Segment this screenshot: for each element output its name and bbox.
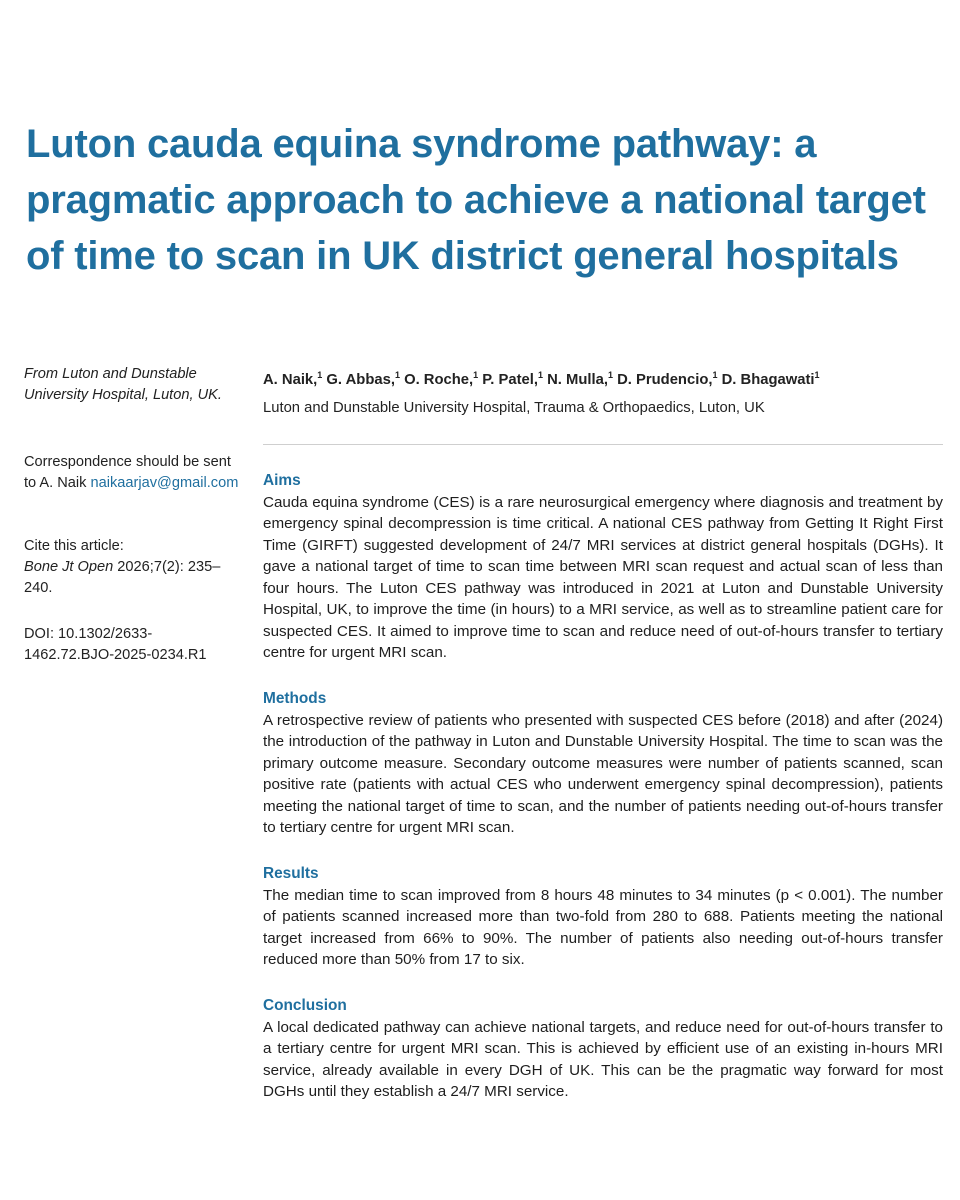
conclusion-heading: Conclusion [263,996,347,1014]
author-list [263,364,943,391]
author-name: O. Roche, [404,371,474,388]
conclusion-section [263,995,943,1103]
results-text: The median time to scan improved from 8 hours 48 minutes to 34 minutes (p < 0.001). The number of patients scanned increased more than two-fold from 280 to 688. Patients meeting the national target increased from 66% to 90%. The number of patients also needing out-of-hours transfer reduced more than 50% from 17 to six. [263,886,943,969]
aims-section [263,470,943,664]
article-title: Luton cauda equina syndrome pathway: a pragmatic approach to achieve a national target of time to scan in UK district general hospitals [26,122,926,278]
citation-block [24,536,239,599]
article-sidebar [24,364,239,663]
doi-text: DOI: 10.1302/2633-1462.72.BJO-2025-0234.R1 [24,626,207,663]
correspondence-note [24,452,239,494]
author-affiliation-mark: 1 [473,370,479,380]
conclusion-text: A local dedicated pathway can achieve national targets, and reduce need for out-of-hours transfer to a tertiary centre for urgent MRI scan. This is achieved by efficient use of an existing in-hours MRI service, already available in every DGH of UK. This can be the pragmatic way forward for most DGHs until they establish a 24/7 MRI service. [263,1018,943,1101]
author-affiliation-mark: 1 [607,370,613,380]
aims-heading: Aims [263,471,301,489]
results-section [263,863,943,971]
author-name: P. Patel, [482,371,538,388]
cite-details: 2026;7(2): 235–240. [24,559,221,596]
correspondence-email-link[interactable]: naikaarjav@gmail.com [90,475,239,491]
author-name: G. Abbas, [326,371,395,388]
author-affiliation-mark: 1 [537,370,543,380]
author-name: D. Prudencio, [617,371,713,388]
results-heading: Results [263,864,319,882]
correspondence-text: Correspondence should be sent to A. Naik [24,454,231,491]
author-affiliation-mark: 1 [317,370,323,380]
author-name: N. Mulla, [547,371,608,388]
cite-label: Cite this article: [24,538,124,554]
author-affiliation-mark: 1 [712,370,718,380]
methods-heading: Methods [263,689,327,707]
methods-text: A retrospective review of patients who presented with suspected CES before (2018) and after (2024) the introduction of the pathway in Luton and Dunstable University Hospital. The time to scan was the primary outcome measure. Secondary outcome measures were number of patients scanned, scan positive rate (patients with actual CES who underwent emergency spinal decompression), patients meeting the national target of time to scan, and the number of patients needing out-of-hours transfer to tertiary centre for urgent MRI scan. [263,711,943,837]
author-name: D. Bhagawati [721,371,815,388]
methods-section [263,688,943,839]
cite-journal: Bone Jt Open [24,559,114,575]
aims-text: Cauda equina syndrome (CES) is a rare neurosurgical emergency where diagnosis and treatment by emergency spinal decompression is time critical. A national CES pathway from Getting It Right First Time (GIRFT) suggested development of 24/7 MRI services at district general hospitals (DGHs). It gave a national target of time to scan time between MRI scan request and actual scan of less than four hours. The Luton CES pathway was introduced in 2021 at Luton and Dunstable University Hospital, UK, to improve the time (in hours) to a MRI service, as well as to streamline patient care for suspected CES. It aimed to improve time to scan and reduce need of out-of-hours transfer to tertiary centre for urgent MRI scan. [263,493,943,662]
affiliation-text: Luton and Dunstable University Hospital, Trauma & Orthopaedics, Luton, UK [263,399,765,416]
article-main [263,364,943,1103]
author-affiliation-mark: 1 [814,370,820,380]
section-divider [263,444,943,445]
institution-note: From Luton and Dunstable University Hospital, Luton, UK. [24,366,222,403]
author-name: A. Naik, [263,371,318,388]
author-affiliation-mark: 1 [394,370,400,380]
